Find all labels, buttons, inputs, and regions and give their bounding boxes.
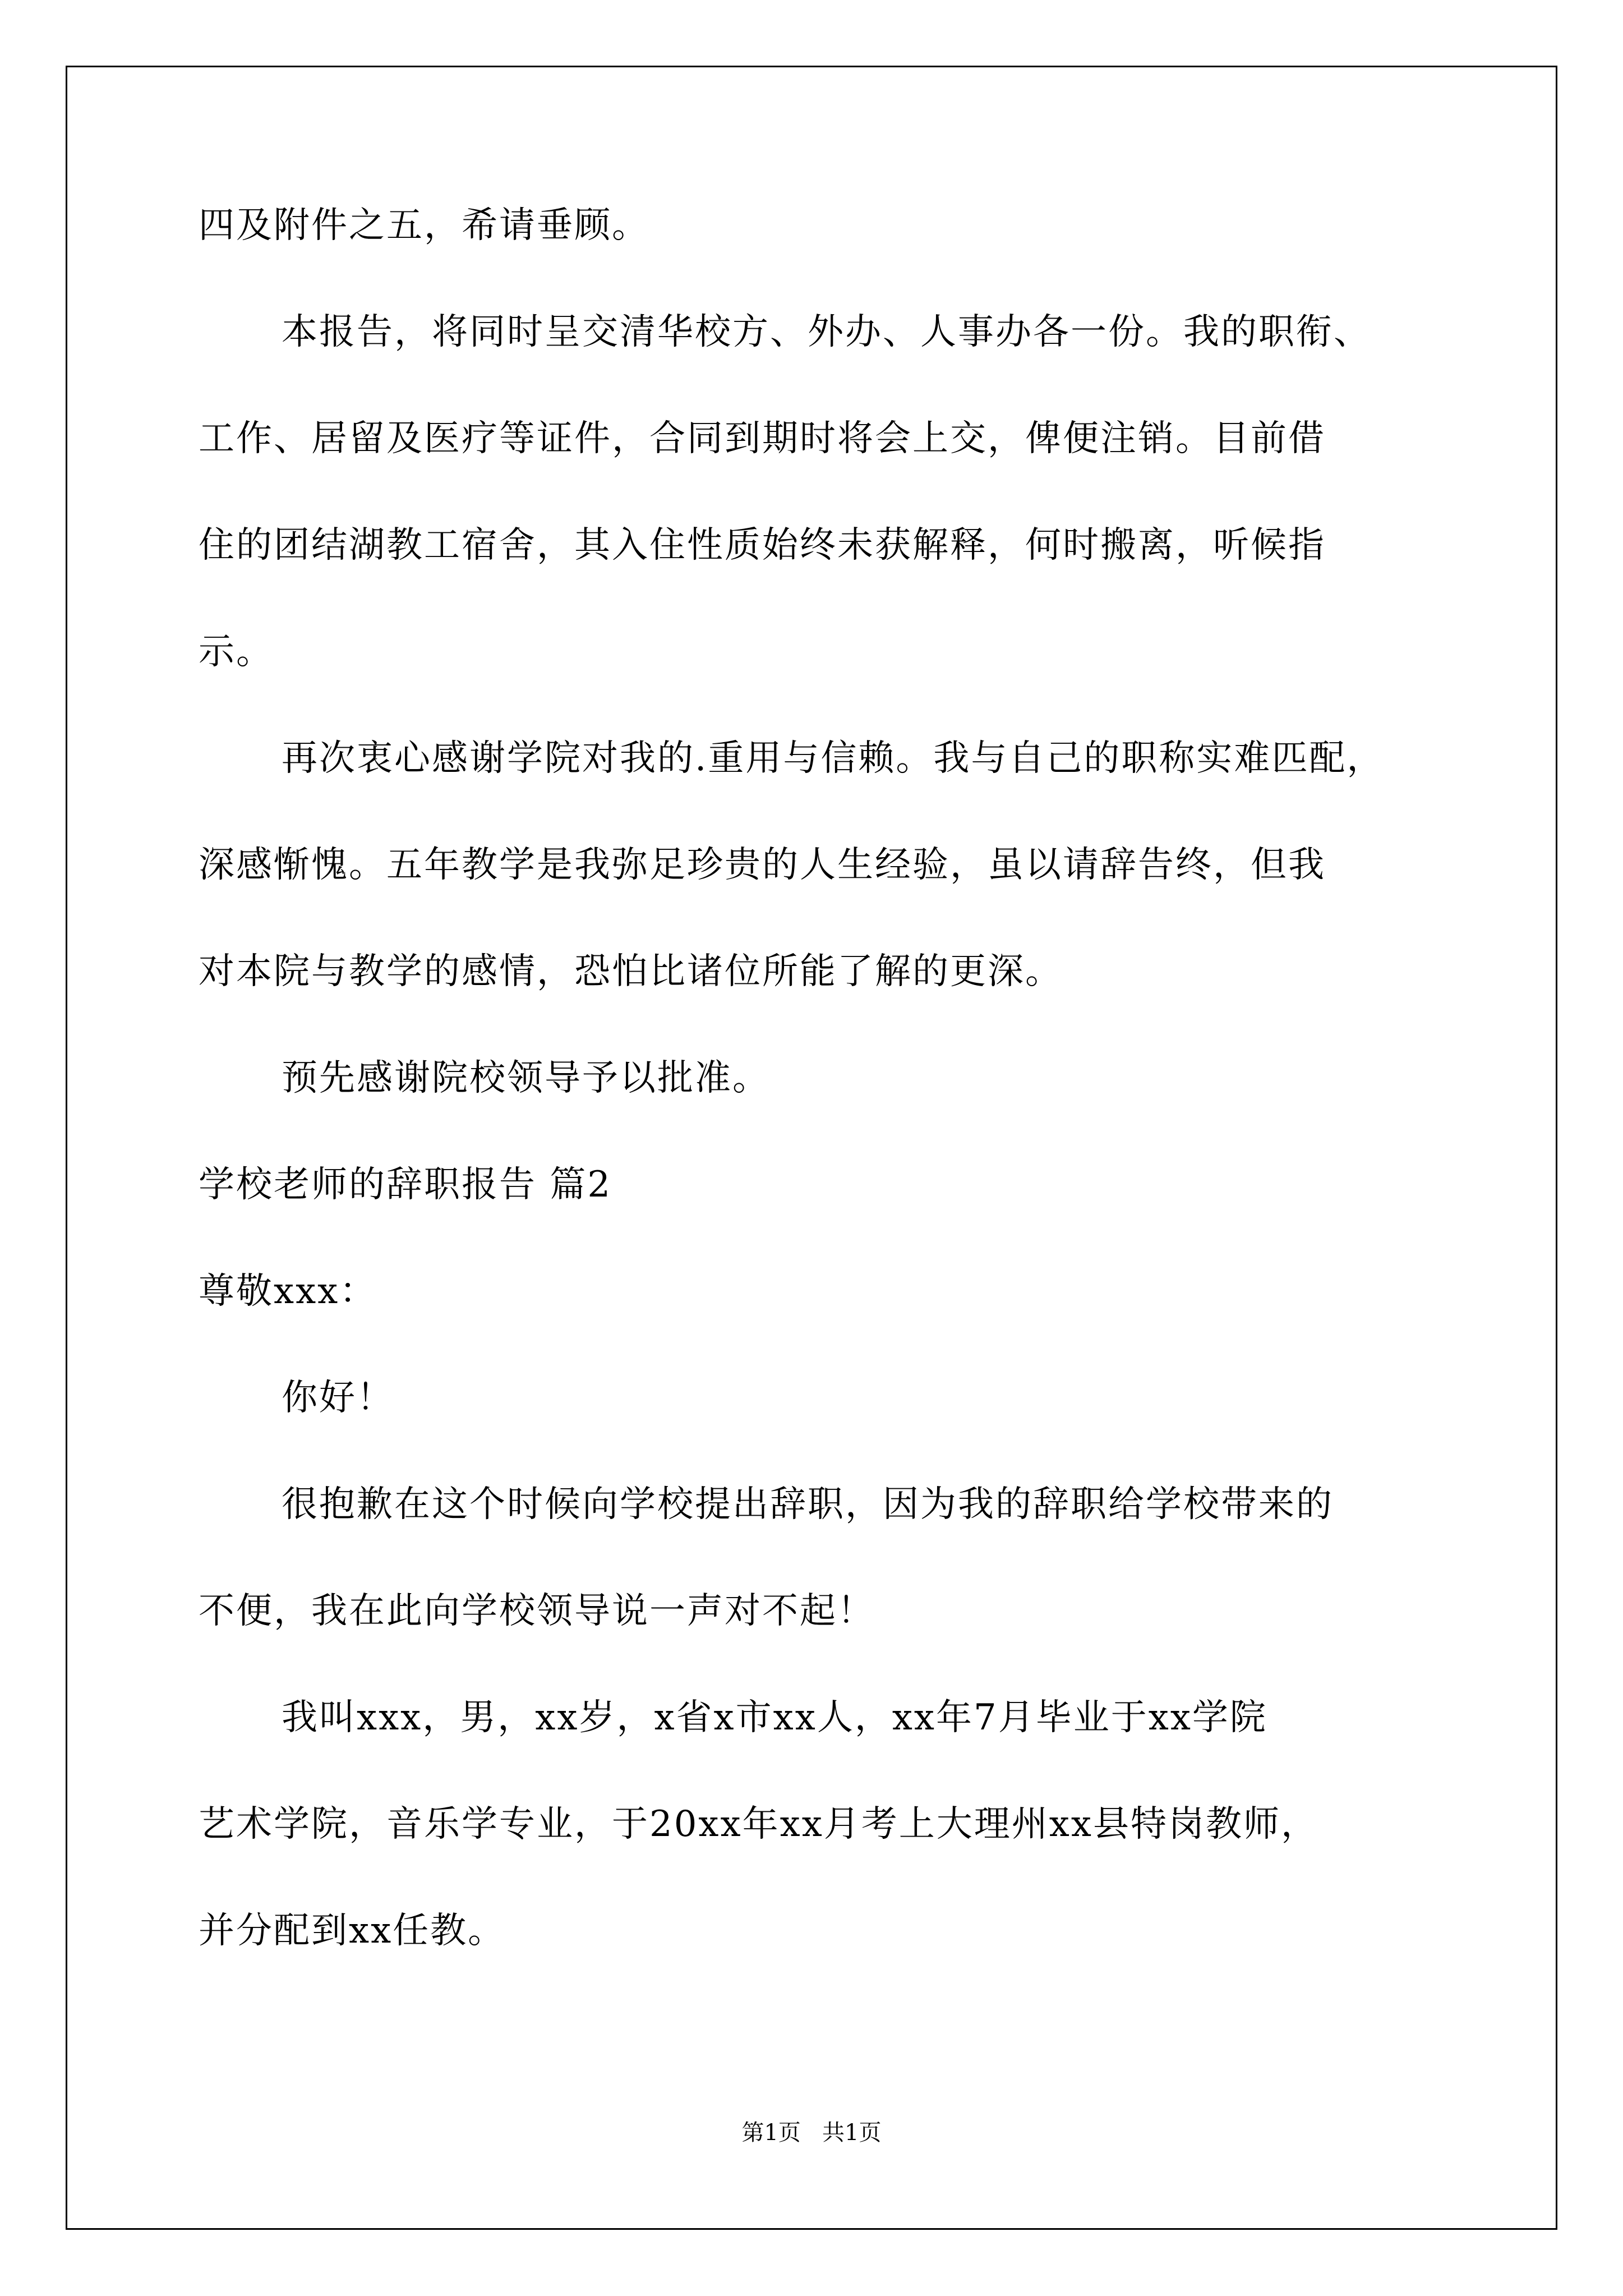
- text-line-2: 本报告，将同时呈交清华校方、外办、人事办各一份。我的职衔、: [282, 311, 1371, 353]
- page-number-footer: 第1页 共1页: [741, 2120, 882, 2146]
- text-line-5: 示。: [199, 631, 274, 673]
- text-line-17: 并分配到xx任教。: [199, 1910, 506, 1952]
- text-line-4: 住的团结湖教工宿舍，其入住性质始终未获解释，何时搬离，听候指: [199, 524, 1326, 566]
- text-line-9: 预先感谢院校领导予以批准。: [282, 1057, 770, 1099]
- salutation: 尊敬xxx：: [199, 1271, 377, 1312]
- text-line-3: 工作、居留及医疗等证件，合同到期时将会上交，俾便注销。目前借: [199, 418, 1326, 459]
- text-line-7: 深感惭愧。五年教学是我弥足珍贵的人生经验，虽以请辞告终，但我: [199, 844, 1326, 886]
- text-line-16: 艺术学院，音乐学专业，于20xx年xx月考上大理州xx县特岗教师，: [199, 1803, 1318, 1845]
- text-line-13: 很抱歉在这个时候向学校提出辞职，因为我的辞职给学校带来的: [282, 1484, 1334, 1525]
- page-border: [66, 66, 1557, 2230]
- text-line-15: 我叫xxx，男，xx岁，x省x市xx人，xx年7月毕业于xx学院: [282, 1697, 1267, 1738]
- text-line-8: 对本院与教学的感情，恐怕比诸位所能了解的更深。: [199, 951, 1063, 992]
- text-line-1: 四及附件之五，希请垂顾。: [199, 205, 649, 246]
- text-line-14: 不便，我在此向学校领导说一声对不起！: [199, 1590, 875, 1632]
- greeting: 你好！: [282, 1377, 394, 1419]
- section-heading: 学校老师的辞职报告 篇2: [199, 1164, 612, 1205]
- text-line-6: 再次衷心感谢学院对我的.重用与信赖。我与自己的职称实难匹配，: [282, 738, 1385, 779]
